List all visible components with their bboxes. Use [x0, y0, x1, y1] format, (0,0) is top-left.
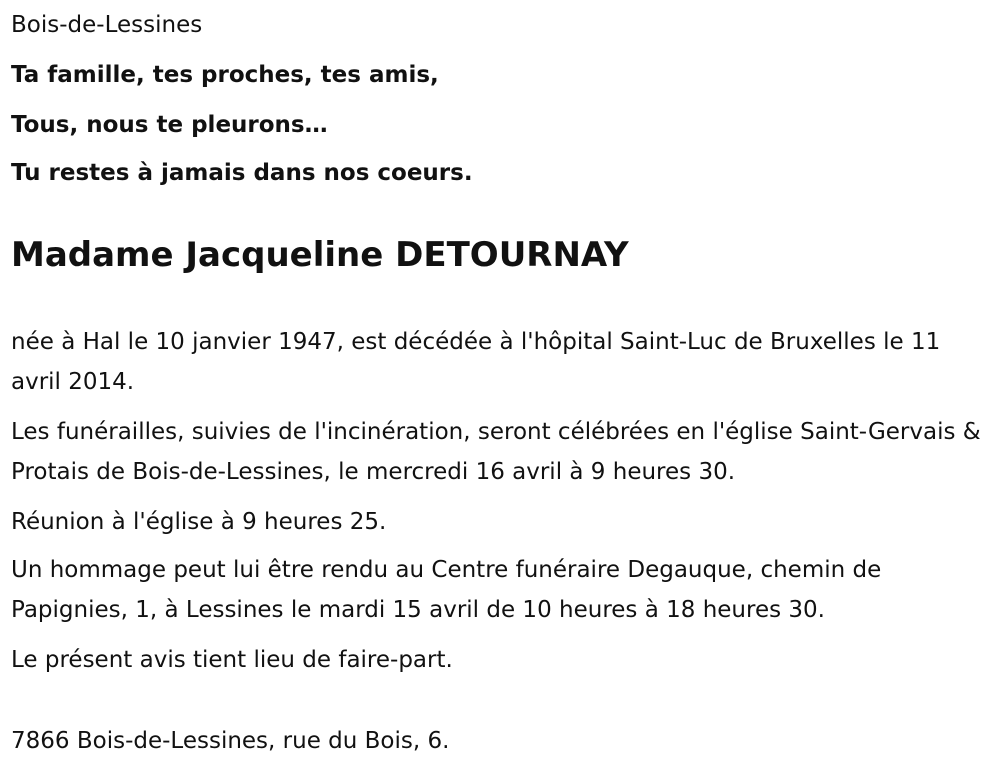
verse-line-2: Tous, nous te pleurons… [11, 112, 328, 138]
paragraph-birth-death: née à Hal le 10 janvier 1947, est décédée à l'hôpital Saint-Luc de Bruxelles le 11 avril 2014. [11, 329, 941, 395]
paragraph-announcement: Le présent avis tient lieu de faire-part. [11, 647, 453, 673]
deceased-name: Madame Jacqueline DETOURNAY [11, 235, 629, 275]
family-address: 7866 Bois-de-Lessines, rue du Bois, 6. [11, 728, 450, 754]
paragraph-funeral: Les funérailles, suivies de l'incinération, seront célébrées en l'église Saint-Gervais & Protais de Bois-de-Lessines, le mercredi 16 avril à 9 heures 30. [11, 419, 981, 485]
verse-line-1: Ta famille, tes proches, tes amis, [11, 62, 439, 88]
notice-location: Bois-de-Lessines [11, 12, 203, 38]
paragraph-meeting: Réunion à l'église à 9 heures 25. [11, 509, 387, 535]
verse-line-3: Tu restes à jamais dans nos coeurs. [11, 160, 473, 186]
paragraph-tribute: Un hommage peut lui être rendu au Centre funéraire Degauque, chemin de Papignies, 1, à Lessines le mardi 15 avril de 10 heures à 18 heures 30. [11, 557, 882, 623]
